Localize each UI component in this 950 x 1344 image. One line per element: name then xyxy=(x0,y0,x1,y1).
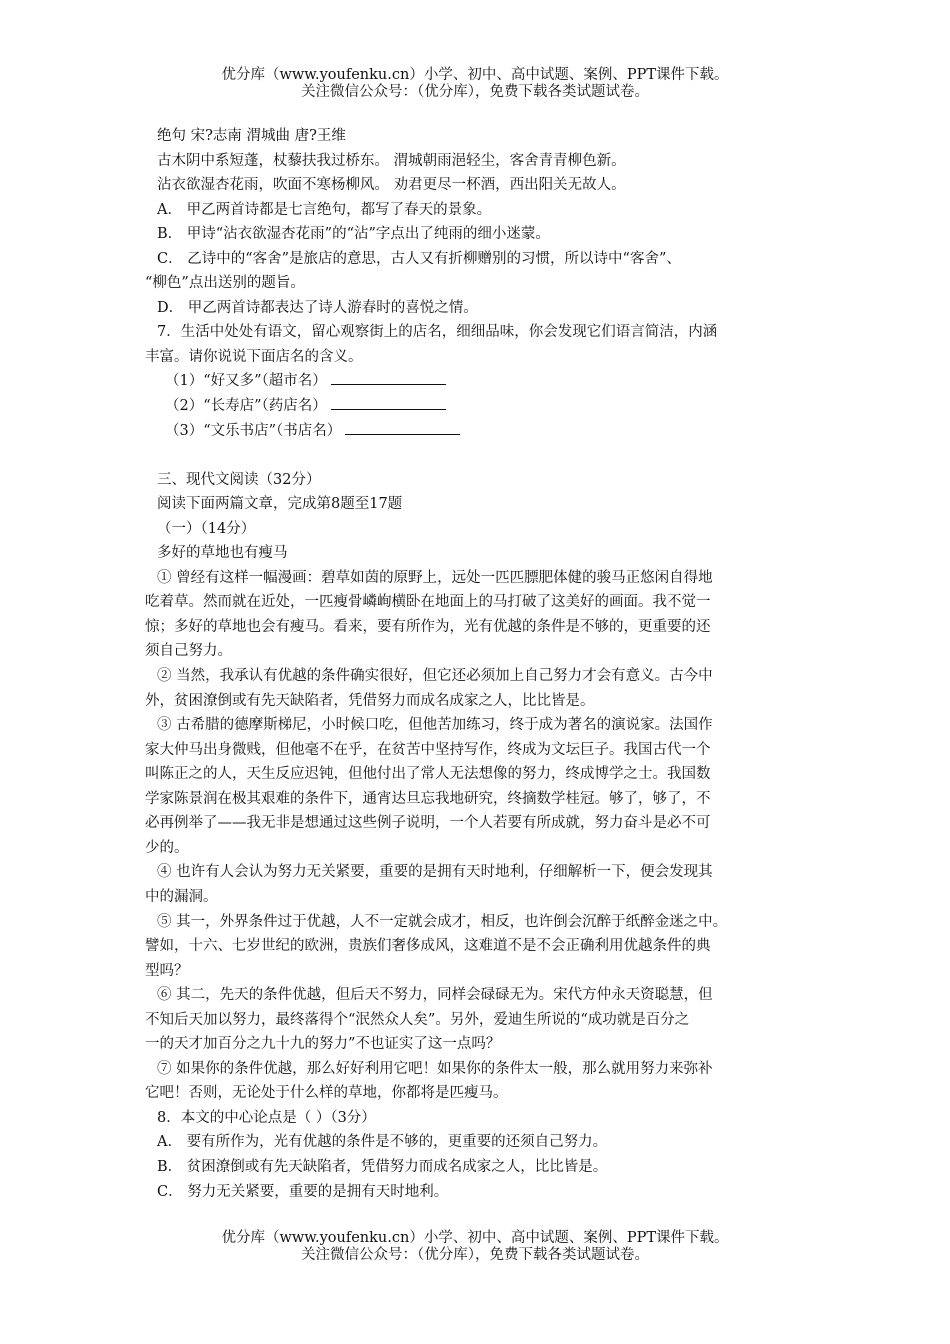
paragraph-3 xyxy=(145,713,813,860)
text-line: 中的漏洞。 xyxy=(145,888,218,905)
answer-blank[interactable] xyxy=(331,395,446,410)
footer-line-1: 优分库（www.youfenku.cn）小学、初中、高中试题、案例、PPT课件下载。 xyxy=(221,1230,729,1246)
footer-line-2: 关注微信公众号：（优分库），免费下载各类试题试卷。 xyxy=(301,1247,649,1263)
text-line: 吃着草。然而就在近处，一匹瘦骨嶙峋横卧在地面上的马打破了这美好的画面。我不觉一 xyxy=(145,594,711,611)
q6-option-c-cont: “柳色”点出送别的题旨。 xyxy=(145,275,305,292)
part-label: （一）（14分） xyxy=(157,520,256,537)
text-line: 型吗？ xyxy=(145,962,189,979)
q6-option-d: D． 甲乙两首诗都表达了诗人游春时的喜悦之情。 xyxy=(157,299,478,316)
poem-line-1: 古木阴中系短蓬，杖藜扶我过桥东。 渭城朝雨浥轻尘，客舍青青柳色新。 xyxy=(157,152,626,169)
text-line: 它吧！否则，无论处于什么样的草地，你都将是匹瘦马。 xyxy=(145,1085,508,1102)
q7-item-label: （2）“长寿店”（药店名） xyxy=(165,398,327,415)
text-line: 譬如，十六、七岁世纪的欧洲，贵族们奢侈成风，这难道不是不会正确利用优越条件的典 xyxy=(145,938,711,955)
page-footer xyxy=(0,1230,950,1264)
text-line: ③ 古希腊的德摩斯梯尼，小时候口吃，但他苦加练习，终于成为著名的演说家。法国作 xyxy=(157,717,713,734)
text-line: ⑦ 如果你的条件优越，那么好好利用它吧！如果你的条件太一般，那么就用努力来弥补 xyxy=(157,1060,713,1077)
text-line: 一的天才加百分之九十九的努力”不也证实了这一点吗？ xyxy=(145,1036,501,1053)
text-line: 不知后天加以努力，最终落得个“泯然众人矣”。另外，爱迪生所说的“成功就是百分之 xyxy=(145,1011,690,1028)
page-header xyxy=(0,67,950,101)
q8-option-a: A． 要有所作为，光有优越的条件是不够的，更重要的还须自己努力。 xyxy=(157,1134,608,1151)
paragraph-2 xyxy=(145,664,813,713)
q7-item-3 xyxy=(145,419,813,444)
text-line: 学家陈景润在极其艰难的条件下，通宵达旦忘我地研究，终摘数学桂冠。够了，够了，不 xyxy=(145,790,711,807)
poem-titles: 绝句 宋?志南 渭城曲 唐?王维 xyxy=(157,128,346,144)
paragraph-4 xyxy=(145,860,813,909)
q7-item-label: （1）“好又多”（超市名） xyxy=(165,373,327,390)
spacer xyxy=(145,443,813,468)
q8-option-b: B． 贫困潦倒或有先天缺陷者，凭借努力而成名成家之人，比比皆是。 xyxy=(157,1158,608,1175)
text-line: 少的。 xyxy=(145,839,189,856)
poem-line-2: 沾衣欲湿杏花雨，吹面不寒杨柳风。 劝君更尽一杯酒，西出阳关无故人。 xyxy=(157,177,626,194)
q7-item-2 xyxy=(145,394,813,419)
text-line: 家大仲马出身微贱，但他毫不在乎，在贫苦中坚持写作，终成为文坛巨子。我国古代一个 xyxy=(145,741,711,758)
answer-blank[interactable] xyxy=(345,420,460,435)
text-line: ④ 也许有人会认为努力无关紧要，重要的是拥有天时地利，仔细解析一下，便会发现其 xyxy=(157,864,713,881)
section-title: 三、现代文阅读（32分） xyxy=(157,471,321,488)
q7-item-label: （3）“文乐书店”（书店名） xyxy=(165,422,342,439)
text-line: 外，贫困潦倒或有先天缺陷者，凭借努力而成名成家之人，比比皆是。 xyxy=(145,692,595,709)
text-line: 惊；多好的草地也会有瘦马。看来，要有所作为，光有优越的条件是不够的，更重要的还 xyxy=(145,618,711,635)
section-instruction: 阅读下面两篇文章，完成第8题至17题 xyxy=(157,496,403,513)
paragraph-1 xyxy=(145,566,813,664)
text-line: 必再例举了——我无非是想通过这些例子说明，一个人若要有所成就，努力奋斗是必不可 xyxy=(145,815,711,832)
paragraph-6 xyxy=(145,983,813,1057)
article-title: 多好的草地也有瘦马 xyxy=(157,545,288,562)
q8-question: 8．本文的中心论点是（ ）（3分） xyxy=(157,1109,376,1126)
text-line: ⑤ 其一，外界条件过于优越，人不一定就会成才，相反，也许倒会沉醉于纸醉金迷之中。 xyxy=(157,913,728,930)
paragraph-7 xyxy=(145,1057,813,1106)
paragraph-5 xyxy=(145,910,813,984)
header-line-1: 优分库（www.youfenku.cn）小学、初中、高中试题、案例、PPT课件下载。 xyxy=(221,67,729,83)
document-body xyxy=(145,124,813,1204)
header-line-2: 关注微信公众号：（优分库），免费下载各类试题试卷。 xyxy=(301,84,649,100)
q8-option-c: C． 努力无关紧要，重要的是拥有天时地利。 xyxy=(157,1183,449,1200)
text-line: ⑥ 其二，先天的条件优越，但后天不努力，同样会碌碌无为。宋代方仲永天资聪慧，但 xyxy=(157,987,713,1004)
text-line: ② 当然，我承认有优越的条件确实很好，但它还必须加上自己努力才会有意义。古今中 xyxy=(157,668,713,685)
q6-option-b: B． 甲诗“沾衣欲湿杏花雨”的“沾”字点出了纯雨的细小迷蒙。 xyxy=(157,226,550,243)
q6-option-a: A． 甲乙两首诗都是七言绝句，都写了春天的景象。 xyxy=(157,201,492,218)
answer-blank[interactable] xyxy=(331,370,446,385)
text-line: 须自己努力。 xyxy=(145,643,232,660)
text-line: 叫陈正之的人，天生反应迟钝，但他付出了常人无法想像的努力，终成博学之士。我国数 xyxy=(145,766,711,783)
q6-option-c: C． 乙诗中的“客舍”是旅店的意思，古人又有折柳赠别的习惯，所以诗中“客舍”、 xyxy=(157,250,681,267)
text-line: ① 曾经有这样一幅漫画：碧草如茵的原野上，远处一匹匹膘肥体健的骏马正悠闲自得地 xyxy=(157,569,713,586)
q7-question-cont: 丰富。请你说说下面店名的含义。 xyxy=(145,348,363,365)
q7-item-1 xyxy=(145,369,813,394)
q7-question: 7．生活中处处有语文，留心观察街上的店名，细细品味，你会发现它们语言简洁，内涵 xyxy=(157,324,718,341)
